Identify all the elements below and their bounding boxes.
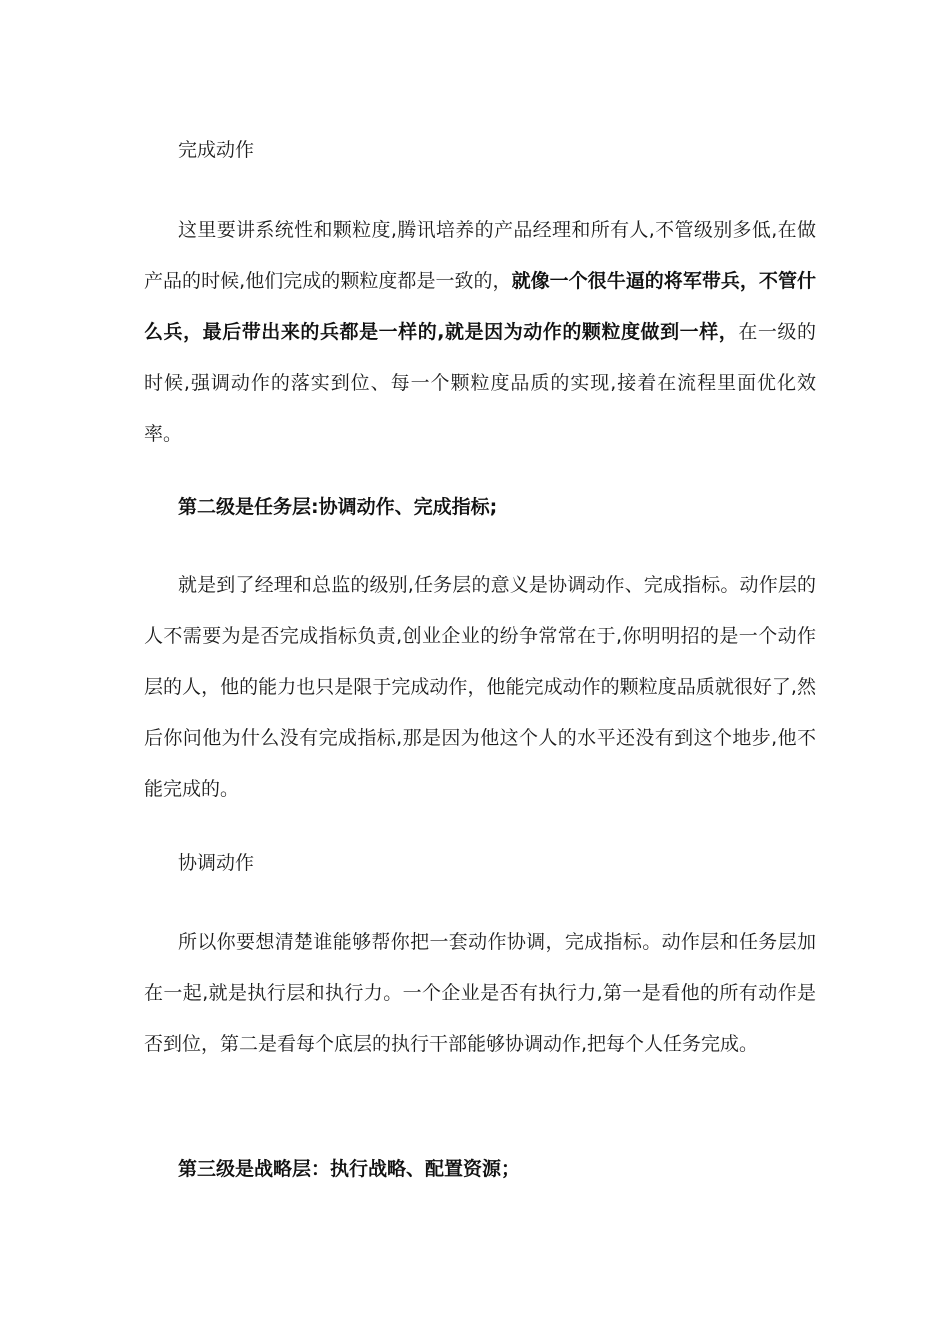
paragraph-text: 这里要讲系统性和颗粒度,腾讯培养的产品经理和所有人,不管级别多低,在做产品的时候,他们完成的颗粒度都是一致的， (144, 219, 816, 292)
paragraph-granularity (144, 205, 816, 460)
heading-level-two-task-layer: 第二级是任务层:协调动作、完成指标; (178, 496, 498, 518)
paragraph-text: 在一级的时候,强调动作的落实到位、每一个颗粒度品质的实现,接着在流程里面优化效率。 (144, 321, 816, 445)
paragraph-execution: 所以你要想清楚谁能够帮你把一套动作协调，完成指标。动作层和任务层加在一起,就是执行层和执行力。一个企业是否有执行力,第一是看他的所有动作是否到位，第二是看每个底层的执行干部能够协调动作,把每个人任务完成。 (144, 931, 816, 1055)
heading-level-three-strategy-layer: 第三级是战略层：执行战略、配置资源； (178, 1158, 521, 1180)
subheading-coordinate-action: 协调动作 (178, 852, 255, 874)
subheading-complete-action: 完成动作 (178, 139, 255, 161)
paragraph-task-layer: 就是到了经理和总监的级别,任务层的意义是协调动作、完成指标。动作层的人不需要为是否完成指标负责,创业企业的纷争常常在于,你明明招的是一个动作层的人，他的能力也只是限于完成动作，他能完成动作的颗粒度品质就很好了,然后你问他为什么没有完成指标,那是因为他这个人的水平还没有到这个地步,他不能完成的。 (144, 574, 816, 800)
emphasis-text: 就像一个很牛逼的将军带兵，不管什么兵，最后带出来的兵都是一样的,就是因为动作的颗粒度做到一样， (144, 270, 816, 343)
